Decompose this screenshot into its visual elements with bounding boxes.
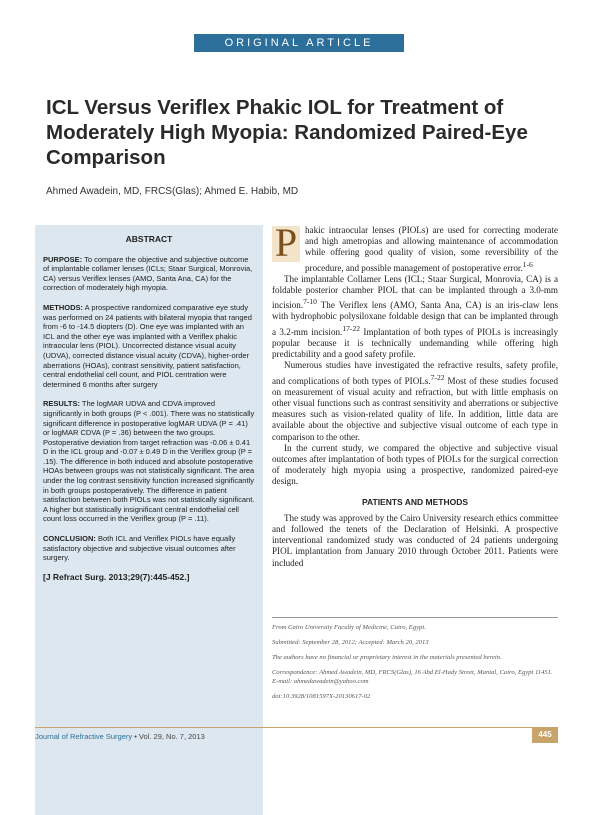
abstract-heading: ABSTRACT [125, 234, 173, 244]
conclusion-text: Both ICL and Veriflex PIOLs have equally satisfactory objective and subjective visual outcomes after surgery. [43, 534, 236, 563]
results-label: RESULTS: [43, 399, 80, 409]
results-text: The logMAR UDVA and CDVA improved significantly in both groups (P < .001). There was no statistically significant difference in postoperative logMAR UDVA (P = .41) or logMAR CDVA (P = .36) between the two groups. Postoperative deviation from target refraction was -0.06 ± 0.41 D in the ICL group and -0.07 ± 0.49 D in the Veriflex group (P = .15). The difference in both induced and absolute postoperative HOAs between groups was not statistically significant. The area under the log contrast sensitivity function increased significantly in both groups postoperatively. The difference in patient satisfaction between both PIOLs was not statistically significant. A higher but statistically insignificant central endothelial cell count loss occurred in the Veriflex group (P = .11). [43, 399, 255, 524]
abstract-purpose [43, 255, 255, 293]
methods-paragraph-1: The study was approved by the Cairo University research ethics committee and followed the tenets of the Declaration of Helsinki. A prospective interventional randomized study was conducted of 24 patients undergoing PIOL implantation from January 2010 through October 2011. Patients were included [272, 512, 558, 568]
reference-link[interactable]: 7-22 [430, 372, 445, 382]
abstract-conclusion [43, 534, 255, 563]
intro-text-2: The implantable Collamer Lens (ICL; Staar Surgical, Monrovia, CA) is a foldable posterior chamber PIOL that can be implanted through a 3.0-mm incision. [272, 273, 558, 311]
body-column [272, 220, 558, 569]
author-list: Ahmed Awadein, MD, FRCS(Glas); Ahmed E. Habib, MD [46, 186, 299, 197]
journal-name: Journal of Refractive Surgery [35, 732, 133, 741]
reference-link[interactable]: 7-10 [303, 297, 317, 307]
article-title: ICL Versus Veriflex Phakic IOL for Treatment of Moderately High Myopia: Randomized Paired-Eye Comparison [46, 96, 528, 169]
journal-citation: [J Refract Surg. 2013;29(7):445-452.] [43, 571, 190, 582]
abstract-results [43, 399, 255, 524]
intro-paragraph-2 [272, 274, 558, 360]
footer-divider [35, 727, 558, 728]
doi-link[interactable]: doi:10.3928/1081597X-20130617-02 [272, 693, 371, 700]
purpose-label: PURPOSE: [43, 254, 83, 264]
intro-text-3: Numerous studies have investigated the refractive results, safety profile, and complications of both types of PIOLs. [272, 360, 558, 386]
conclusion-label: CONCLUSION: [43, 534, 96, 544]
reference-link[interactable]: 1-6 [522, 259, 533, 269]
correspondence-note: Correspondence: Ahmed Awadein, MD, FRCS(Glas), 16 Abd El-Hady Street, Manial, Cairo, Egypt 11451. E-mail: ahmedawadein@yahoo.com [272, 669, 553, 685]
footnotes [272, 617, 558, 707]
section-label: ORIGINAL ARTICLE [194, 34, 404, 52]
reference-link[interactable]: 17-22 [342, 323, 361, 333]
drop-cap: P [272, 226, 300, 262]
intro-text-1: hakic intraocular lenses (PIOLs) are used for correcting moderate and high ametropias and allowing maintenance of accommodation while offering good quality of vision, some reversibility of the procedure, and possible management of postoperative error. [305, 225, 558, 273]
page-number: 445 [532, 727, 558, 743]
journal-issue: • Vol. 29, No. 7, 2013 [132, 732, 205, 741]
section-heading: PATIENTS AND METHODS [361, 496, 469, 507]
purpose-text: To compare the objective and subjective outcome of implantable collamer lenses (ICLs; Staar Surgical, Monrovia, CA) versus Veriflex lenses (AMO, Santa Ana, CA) for the correction of moderately high myopia. [43, 254, 253, 293]
journal-footer [35, 732, 205, 741]
intro-paragraph-3 [272, 360, 558, 442]
submission-dates: Submitted: September 28, 2012; Accepted: March 20, 2013 [272, 639, 429, 646]
disclosure-note: The authors have no financial or proprietary interest in the materials presented herein. [272, 654, 502, 661]
affiliation-note: From Cairo University Faculty of Medicine, Cairo, Egypt. [272, 624, 426, 631]
intro-text-2b: The Veriflex lens (AMO, Santa Ana, CA) is an iris-claw lens with hydrophobic polysiloxane foldable design that can be implanted through a 3.2-mm incision. [272, 300, 558, 337]
methods-text: A prospective randomized comparative eye study was performed on 24 patients with bilateral myopia that ranged from -6 to -14.5 diopters (D). One eye was implanted with an ICL and the other eye was implanted with a Veriflex phakic intraocular lens (PIOL). Uncorrected distance visual acuity (UDVA), corrected distance visual acuity (CDVA), higher-order aberrations (HOAs), contrast sensitivity, patient satisfaction, central endothelial cell count, and PIOL centration were determined 6 months after surgery [43, 302, 252, 389]
intro-paragraph-1 [272, 220, 558, 274]
intro-paragraph-4: In the current study, we compared the objective and subjective visual outcomes after implantation of both types of PIOLs for the surgical correction of moderately high myopia using a prospective, randomized paired-eye design. [272, 442, 558, 487]
intro-text-3b: Most of these studies focused on measurement of visual acuity and refraction, but with little emphasis on other visual functions such as contrast sensitivity and aberrations or subjective measures such as vision-related quality of life. In addition, little data are available about the objective and subjective visual outcome of each type in comparison to the other. [272, 375, 558, 442]
intro-text-2c: Implantation of both types of PIOLs is increasingly popular because it is technically undemanding while offering high predictability and a good safety profile. [272, 326, 558, 360]
abstract-methods [43, 303, 255, 389]
methods-label: METHODS: [43, 302, 83, 312]
